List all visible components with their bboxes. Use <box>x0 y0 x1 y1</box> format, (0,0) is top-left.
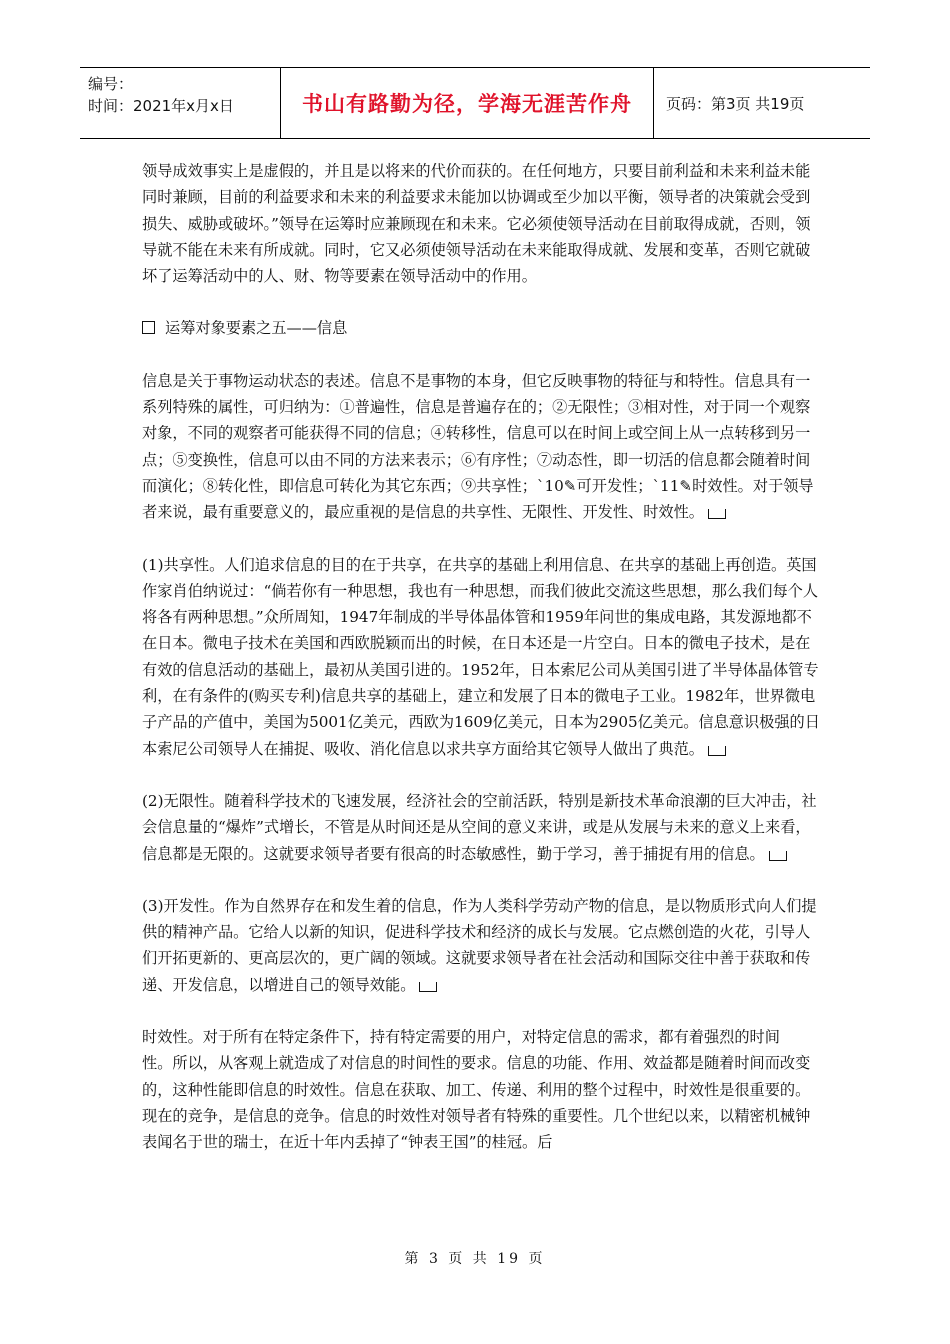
header-table <box>80 67 870 139</box>
paragraph-sharing <box>142 552 822 762</box>
paragraph-mark-icon <box>419 982 437 992</box>
paragraph-mark-icon <box>769 851 787 861</box>
motto-text: 书山有路勤为径，学海无涯苦作舟 <box>302 92 632 116</box>
paragraph-mark-icon <box>708 746 726 756</box>
header-page-info <box>654 68 870 138</box>
paragraph-exploitability-text: (3)开发性。作为自然界存在和发生着的信息，作为人类科学劳动产物的信息，是以物质形式向人们提供的精神产品。它给人以新的知识，促进科学技术和经济的成长与发展。它点燃创造的火花，引导人们开拓更新的、更高层次的，更广阔的领域。这就要求领导者在社会活动和国际交往中善于获取和传递、开发信息，以增进自己的领导效能。 <box>142 896 817 994</box>
doc-time-label: 时间：2021年x月x日 <box>88 97 234 115</box>
page-footer: 第 3 页 共 19 页 <box>404 1251 546 1267</box>
paragraph-infinity <box>142 788 822 867</box>
checkbox-square-icon <box>142 321 155 334</box>
section-heading <box>142 315 822 341</box>
section-heading-text: 运筹对象要素之五——信息 <box>165 319 348 338</box>
paragraph-infinity-text: (2)无限性。随着科学技术的飞速发展，经济社会的空前活跃，特别是新技术革命浪潮的巨大冲击，社会信息量的“爆炸”式增长，不管是从时间还是从空间的意义来讲，或是从发展与未来的意义上来看，信息都是无限的。这就要求领导者要有很高的时态敏感性，勤于学习，善于捕捉有用的信息。 <box>142 791 817 863</box>
paragraph-exploitability <box>142 893 822 998</box>
page-info-text: 页码：第3页 共19页 <box>666 94 805 113</box>
paragraph-information-text: 信息是关于事物运动状态的表述。信息不是事物的本身，但它反映事物的特征与和特性。信息具有一系列特殊的属性，可归纳为：①普遍性，信息是普遍存在的；②无限性；③相对性，对于同一个观察对象，不同的观察者可能获得不同的信息；④转移性，信息可以在时间上或空间上从一点转移到另一点；⑤变换性，信息可以由不同的方法来表示；⑥有序性；⑦动态性，即一切活的信息都会随着时间而演化；⑧转化性，即信息可转化为其它东西；⑨共享性；`10✎可开发性；`11✎时效性。对于领导者来说，最有重要意义的，最应重视的是信息的共享性、无限性、开发性、时效性。 <box>142 371 814 522</box>
paragraph-timeliness-cont: 性。所以，从客观上就造成了对信息的时间性的要求。信息的功能、作用、效益都是随着时间而改变的，这种性能即信息的时效性。信息在获取、加工、传递、利用的整个过程中，时效性是很重要的。现在的竞争，是信息的竞争。信息的时效性对领导者有特殊的重要性。几个世纪以来，以精密机械钟表闻名于世的瑞士，在近十年内丢掉了“钟表王国”的桂冠。后 <box>142 1054 811 1152</box>
paragraph-timeliness-start: 时效性。对于所有在特定条件下，持有特定需要的用户，对特定信息的需求，都有着强烈的时间 <box>142 1028 780 1047</box>
header-motto-cell <box>280 68 654 138</box>
header-meta <box>80 68 280 138</box>
document-body <box>142 158 822 1156</box>
doc-number-label: 编号： <box>88 75 134 93</box>
paragraph-leadership-effect: 领导成效事实上是虚假的，并且是以将来的代价而获的。在任何地方，只要目前利益和未来利益未能同时兼顾，目前的利益要求和未来的利益要求未能加以协调或至少加以平衡，领导者的决策就会受到损失、威胁或破坏。”领导在运筹时应兼顾现在和未来。它必须使领导活动在目前取得成就，否则，领导就不能在未来有所成就。同时，它又必须使领导活动在未来能取得成就、发展和变革，否则它就破坏了运筹活动中的人、财、物等要素在领导活动中的作用。 <box>142 162 811 286</box>
paragraph-information-definition <box>142 368 822 526</box>
paragraph-mark-icon <box>708 509 726 519</box>
paragraph-sharing-text: (1)共享性。人们追求信息的目的在于共享，在共享的基础上利用信息、在共享的基础上再创造。英国作家肖伯纳说过：“倘若你有一种思想，我也有一种思想，而我们彼此交流这些思想，那么我们每个人将各有两种思想。”众所周知，1947年制成的半导体晶体管和1959年问世的集成电路，其发源地都不在日本。微电子技术在美国和西欧脱颖而出的时候，在日本还是一片空白。日本的微电子技术，是在有效的信息活动的基础上，最初从美国引进的。1952年，日本索尼公司从美国引进了半导体晶体管专利，在有条件的(购买专利)信息共享的基础上，建立和发展了日本的微电子工业。1982年，世界微电子产品的产值中，美国为5001亿美元，西欧为1609亿美元，日本为2905亿美元。信息意识极强的日本索尼公司领导人在捕捉、吸收、消化信息以求共享方面给其它领导人做出了典范。 <box>142 555 820 758</box>
